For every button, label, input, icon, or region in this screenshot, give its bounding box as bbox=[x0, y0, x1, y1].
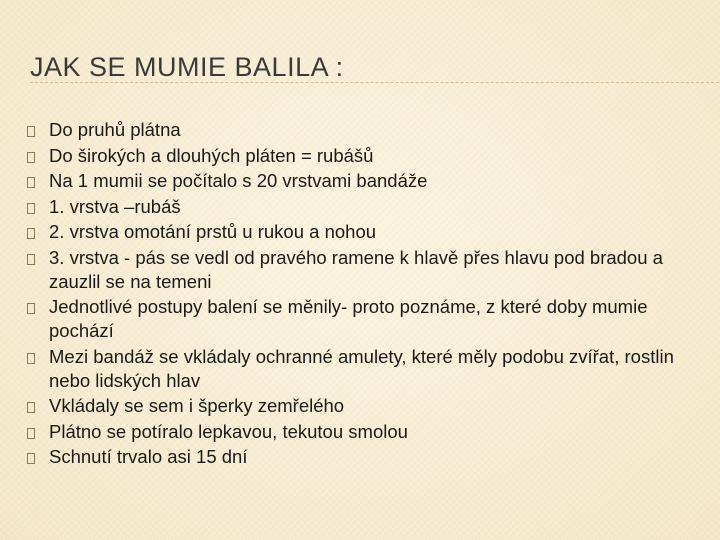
bullet-text: 1. vrstva –rubáš bbox=[49, 195, 181, 217]
slide-title: JAK SE MUMIE BALILA : bbox=[30, 52, 344, 82]
square-bullet-icon bbox=[27, 303, 35, 314]
bullet-text: Jednotlivé postupy balení se měnily- proto poznáme, z které doby mumie pochází bbox=[49, 296, 648, 341]
list-item bbox=[26, 195, 698, 219]
bullet-text: Schnutí trvalo asi 15 dní bbox=[49, 446, 248, 467]
list-item bbox=[26, 118, 698, 142]
list-item bbox=[26, 144, 698, 168]
bullet-text: 2. vrstva omotání prstů u rukou a nohou bbox=[49, 221, 377, 242]
square-bullet-icon bbox=[27, 428, 35, 439]
bullet-text: 3. vrstva - pás se vedl od pravého ramene k hlavě přes hlavu pod bradou a zauzlil se na temeni bbox=[49, 246, 663, 292]
bullet-text: Do širokých a dlouhých pláten = rubášů bbox=[49, 144, 374, 166]
bullet-text: Do pruhů plátna bbox=[49, 119, 181, 140]
list-item bbox=[26, 246, 698, 294]
square-bullet-icon bbox=[27, 453, 35, 464]
square-bullet-icon bbox=[27, 126, 35, 137]
bullet-text: Mezi bandáž se vkládaly ochranné amulety, které měly podobu zvířat, rostlin nebo lidských hlav bbox=[49, 345, 674, 391]
square-bullet-icon bbox=[27, 254, 35, 265]
square-bullet-icon bbox=[27, 402, 35, 413]
bullet-list bbox=[26, 118, 698, 471]
square-bullet-icon bbox=[27, 152, 35, 163]
list-item bbox=[26, 445, 698, 469]
list-item bbox=[26, 295, 698, 343]
square-bullet-icon bbox=[27, 228, 35, 239]
list-item bbox=[26, 345, 698, 393]
list-item bbox=[26, 169, 698, 193]
bullet-text: Plátno se potíralo lepkavou, tekutou smolou bbox=[49, 420, 408, 442]
bullet-text: Vkládaly se sem i šperky zemřelého bbox=[49, 395, 345, 416]
square-bullet-icon bbox=[27, 203, 35, 214]
bullet-text: Na 1 mumii se počítalo s 20 vrstvami bandáže bbox=[49, 170, 428, 191]
square-bullet-icon bbox=[27, 353, 35, 364]
list-item bbox=[26, 394, 698, 418]
list-item bbox=[26, 220, 698, 244]
square-bullet-icon bbox=[27, 177, 35, 188]
title-divider bbox=[30, 82, 719, 83]
list-item bbox=[26, 420, 698, 444]
